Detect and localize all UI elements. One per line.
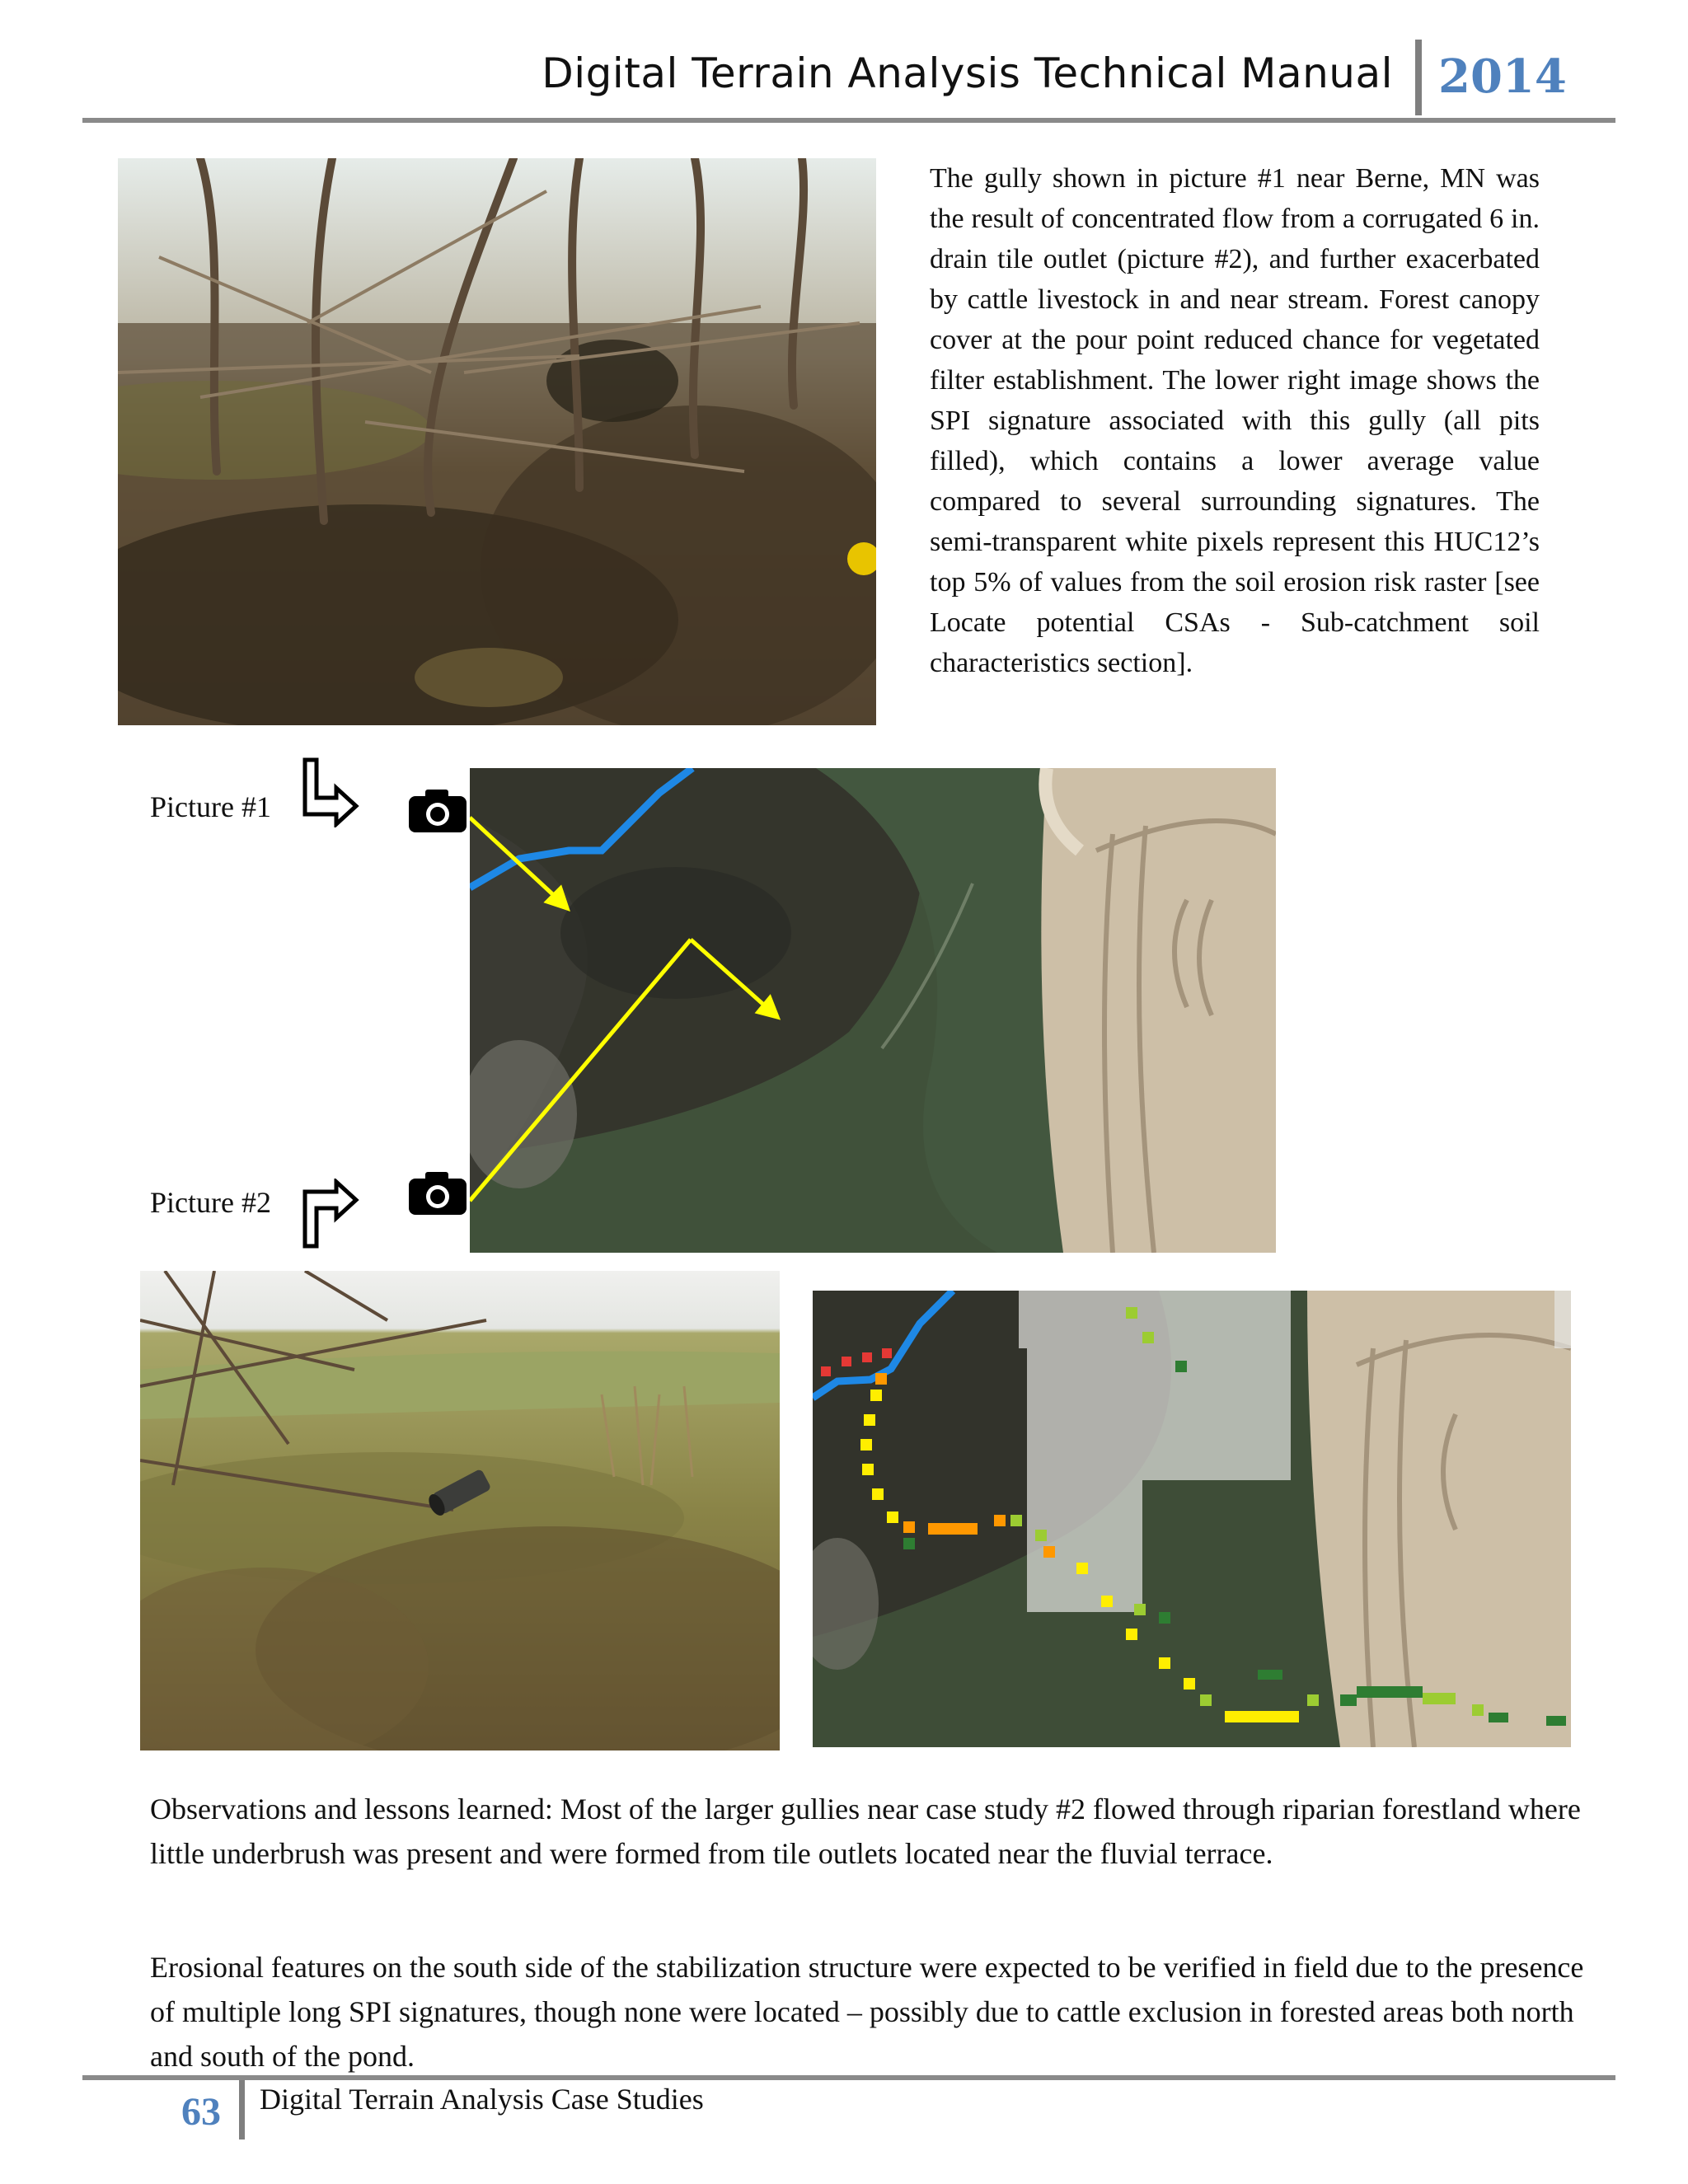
intro-paragraph: The gully shown in picture #1 near Berne, MN was the result of concentrated flow from a corrugated 6 in. drain tile outlet (picture #2), and further exacerbated by cattle livestock in and near stream. Forest canopy cover at the pour point reduced chance for vegetated filter establishment. The lower right image shows the SPI signature associated with this gully (all pits filled), which contains a lower average value compared to several surrounding signatures. The semi-transparent white pixels represent this HUC12’s top 5% of values from the soil erosion risk raster [see Locate potential CSAs - Sub-catchment soil characteristics section]. [930,163,1540,678]
header-year: 2014 [1438,49,1567,104]
drain-tile-photo [140,1271,780,1750]
observations-paragraph: Observations and lessons learned: Most of the larger gullies near case study #2 flowed through riparian forestland where little underbrush was present and were formed from tile outlets located near the fluvial terrace. [150,1793,1581,1870]
header-rule [82,118,1615,123]
footer-rule [82,2075,1615,2080]
footer-section-title: Digital Terrain Analysis Case Studies [260,2083,704,2116]
footer-page-number: 63 [181,2090,221,2134]
camera-icon [407,1170,468,1221]
header-divider [1415,40,1422,115]
gully-photo [118,158,876,725]
spi-signature-map [813,1291,1571,1747]
turn-right-arrow-icon [300,757,359,832]
footer-divider [239,2080,245,2139]
erosion-paragraph: Erosional features on the south side of the stabilization structure were expected to be verified in field due to the presence of multiple long SPI signatures, though none were located – possibly due to cattle exclusion in forested areas both north and south of the pond. [150,1951,1584,2073]
camera-icon [407,788,468,838]
turn-up-right-arrow-icon [300,1179,359,1254]
header-title: Digital Terrain Analysis Technical Manual [542,49,1393,97]
aerial-map [470,768,1276,1253]
picture-1-label: Picture #1 [150,790,271,823]
picture-2-label: Picture #2 [150,1186,271,1219]
